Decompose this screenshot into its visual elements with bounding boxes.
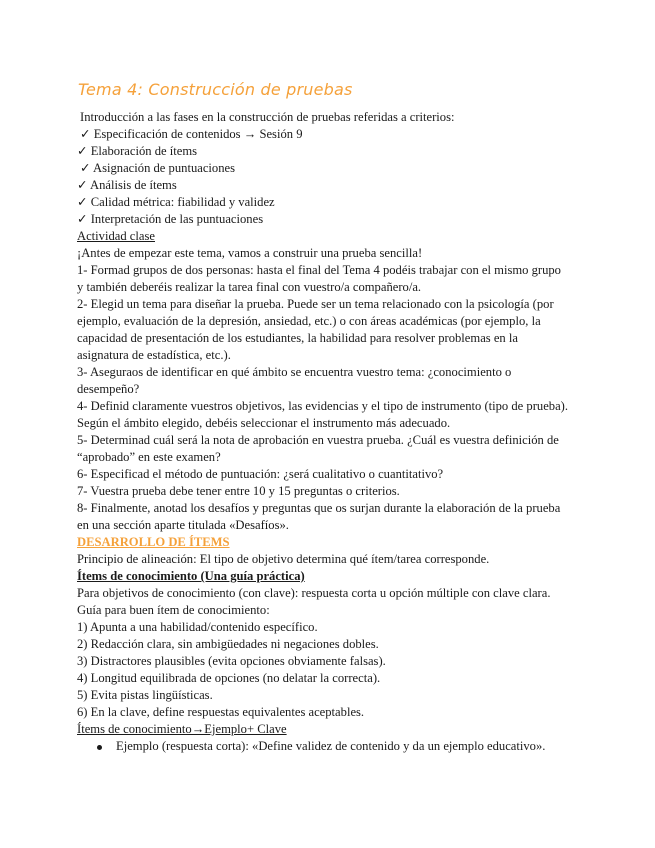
activity-line: desempeño?	[77, 382, 140, 396]
knowledge-line: 4) Longitud equilibrada de opciones (no delatar la correcta).	[77, 671, 381, 685]
page-title: Tema 4: Construcción de pruebas	[78, 80, 353, 99]
bullet-dot-icon	[97, 745, 102, 750]
activity-line: 8- Finalmente, anotad los desafíos y preguntas que os surjan durante la elaboración de la prueba	[77, 501, 561, 515]
activity-line: ejemplo, evaluación de la depresión, ansiedad, etc.) o con áreas académicas (por ejemplo, la	[77, 314, 541, 328]
knowledge-line: Guía para buen ítem de conocimiento:	[77, 603, 270, 617]
activity-line: ¡Antes de empezar este tema, vamos a construir una prueba sencilla!	[77, 246, 423, 260]
checklist-item: ✓ Análisis de ítems	[77, 178, 177, 192]
activity-line: Según el ámbito elegido, debéis seleccionar el instrumento más adecuado.	[77, 416, 451, 430]
knowledge-line: 1) Apunta a una habilidad/contenido específico.	[77, 620, 318, 634]
checklist-item: ✓ Interpretación de las puntuaciones	[77, 212, 264, 226]
knowledge-line: 6) En la clave, define respuestas equivalentes aceptables.	[77, 705, 365, 719]
activity-line: capacidad de presentación de los estudiantes, la habilidad para resolver problemas en la	[77, 331, 518, 345]
example-heading: Ítems de conocimiento→Ejemplo+ Clave	[77, 722, 287, 736]
activity-line: 7- Vuestra prueba debe tener entre 10 y 15 preguntas o criterios.	[77, 484, 400, 498]
checklist-item: ✓ Asignación de puntuaciones	[80, 161, 235, 175]
activity-line: en una sección aparte titulada «Desafíos».	[77, 518, 289, 532]
knowledge-line: 3) Distractores plausibles (evita opciones obviamente falsas).	[77, 654, 386, 668]
activity-line: 6- Especificad el método de puntuación: ¿será cualitativo o cuantitativo?	[77, 467, 444, 481]
activity-line: asignatura de estadística, etc.).	[77, 348, 231, 362]
activity-line: 3- Aseguraos de identificar en qué ámbito se encuentra vuestro tema: ¿conocimiento o	[77, 365, 512, 379]
checklist-item: ✓ Calidad métrica: fiabilidad y validez	[77, 195, 275, 209]
knowledge-line: Para objetivos de conocimiento (con clave): respuesta corta u opción múltiple con clave clara.	[77, 586, 551, 600]
activity-line: 2- Elegid un tema para diseñar la prueba. Puede ser un tema relacionado con la psicología (por	[77, 297, 554, 311]
checklist-item: ✓ Elaboración de ítems	[77, 144, 198, 158]
activity-line: “aprobado” en este examen?	[77, 450, 221, 464]
checklist-item: ✓ Especificación de contenidos → Sesión 9	[80, 127, 303, 141]
activity-line: 1- Formad grupos de dos personas: hasta el final del Tema 4 podéis trabajar con el mismo grupo	[77, 263, 561, 277]
intro-text: Introducción a las fases en la construcción de pruebas referidas a criterios:	[80, 110, 455, 124]
activity-line: y también deberéis realizar la tarea final con vuestro/a compañero/a.	[77, 280, 422, 294]
knowledge-heading: Ítems de conocimiento (Una guía práctica)	[77, 569, 305, 583]
knowledge-line: 5) Evita pistas lingüísticas.	[77, 688, 213, 702]
activity-line: 5- Determinad cuál será la nota de aprobación en vuestra prueba. ¿Cuál es vuestra definición de	[77, 433, 559, 447]
example-bullet-text: Ejemplo (respuesta corta): «Define validez de contenido y da un ejemplo educativo».	[116, 739, 546, 753]
alignment-principle: Principio de alineación: El tipo de objetivo determina qué ítem/tarea corresponde.	[77, 552, 490, 566]
items-section-heading: DESARROLLO DE ÍTEMS	[77, 535, 230, 549]
activity-heading: Actividad clase	[77, 229, 155, 243]
activity-line: 4- Definid claramente vuestros objetivos, las evidencias y el tipo de instrumento (tipo de prueba).	[77, 399, 569, 413]
knowledge-line: 2) Redacción clara, sin ambigüedades ni negaciones dobles.	[77, 637, 379, 651]
